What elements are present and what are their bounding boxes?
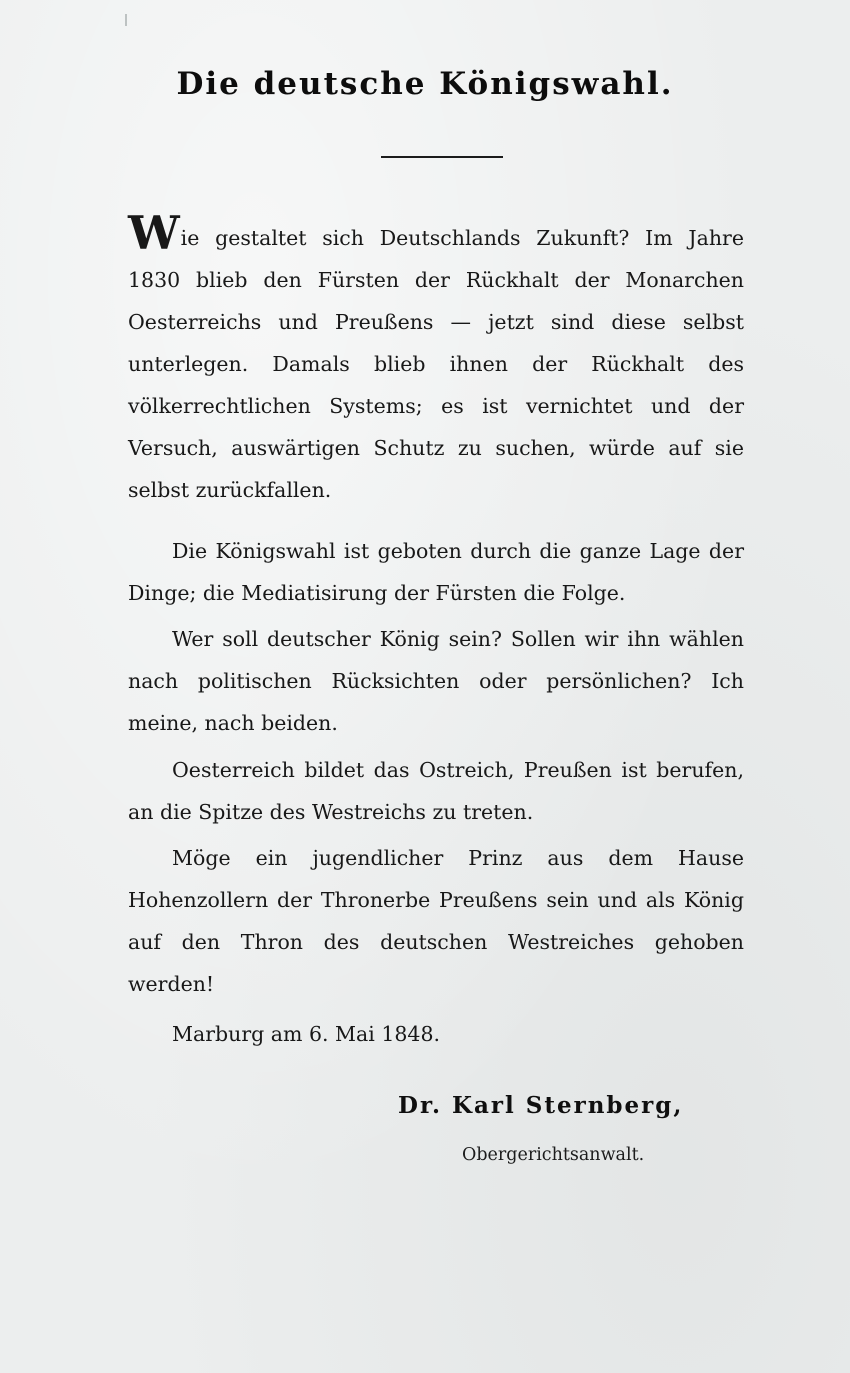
document-title: Die deutsche Königswahl. [176,66,674,102]
signature-title: Obergerichtsanwalt. [462,1145,645,1165]
page-mark [125,14,127,26]
title-divider [381,156,503,158]
paragraph-5-text: Möge ein jugendlicher Prinz aus dem Hause Hohenzollern der Thronerbe Preußens sein und als König auf den Thron des deutschen Westreiches gehoben werden! [128,846,744,996]
paragraph-1-text: ie gestaltet sich Deutschlands Zukunft? Im Jahre 1830 blieb den Fürsten der Rückhalt der Monarchen Oesterreichs und Preußens — jetzt sind diese selbst unterlegen. Damals blieb ihnen der Rückhalt des völkerrechtlichen Systems; es ist vernichtet und der Versuch, auswärtigen Schutz zu suchen, würde auf sie selbst zurückfallen. [128,226,744,502]
paragraph-1 [128,206,744,511]
paragraph-2 [128,530,744,614]
paragraph-3-text: Wer soll deutscher König sein? Sollen wir ihn wählen nach politischen Rücksichten oder persönlichen? Ich meine, nach beiden. [128,627,744,735]
paragraph-5 [128,837,744,1005]
paragraph-2-text: Die Königswahl ist geboten durch die ganze Lage der Dinge; die Mediatisirung der Fürsten die Folge. [128,539,744,605]
paragraph-4 [128,749,744,833]
drop-cap: W [128,206,180,260]
signature: Dr. Karl Sternberg, [398,1092,684,1119]
paragraph-4-text: Oesterreich bildet das Ostreich, Preußen ist berufen, an die Spitze des Westreichs zu treten. [128,758,744,824]
dateline: Marburg am 6. Mai 1848. [172,1022,441,1046]
paragraph-3 [128,618,744,744]
